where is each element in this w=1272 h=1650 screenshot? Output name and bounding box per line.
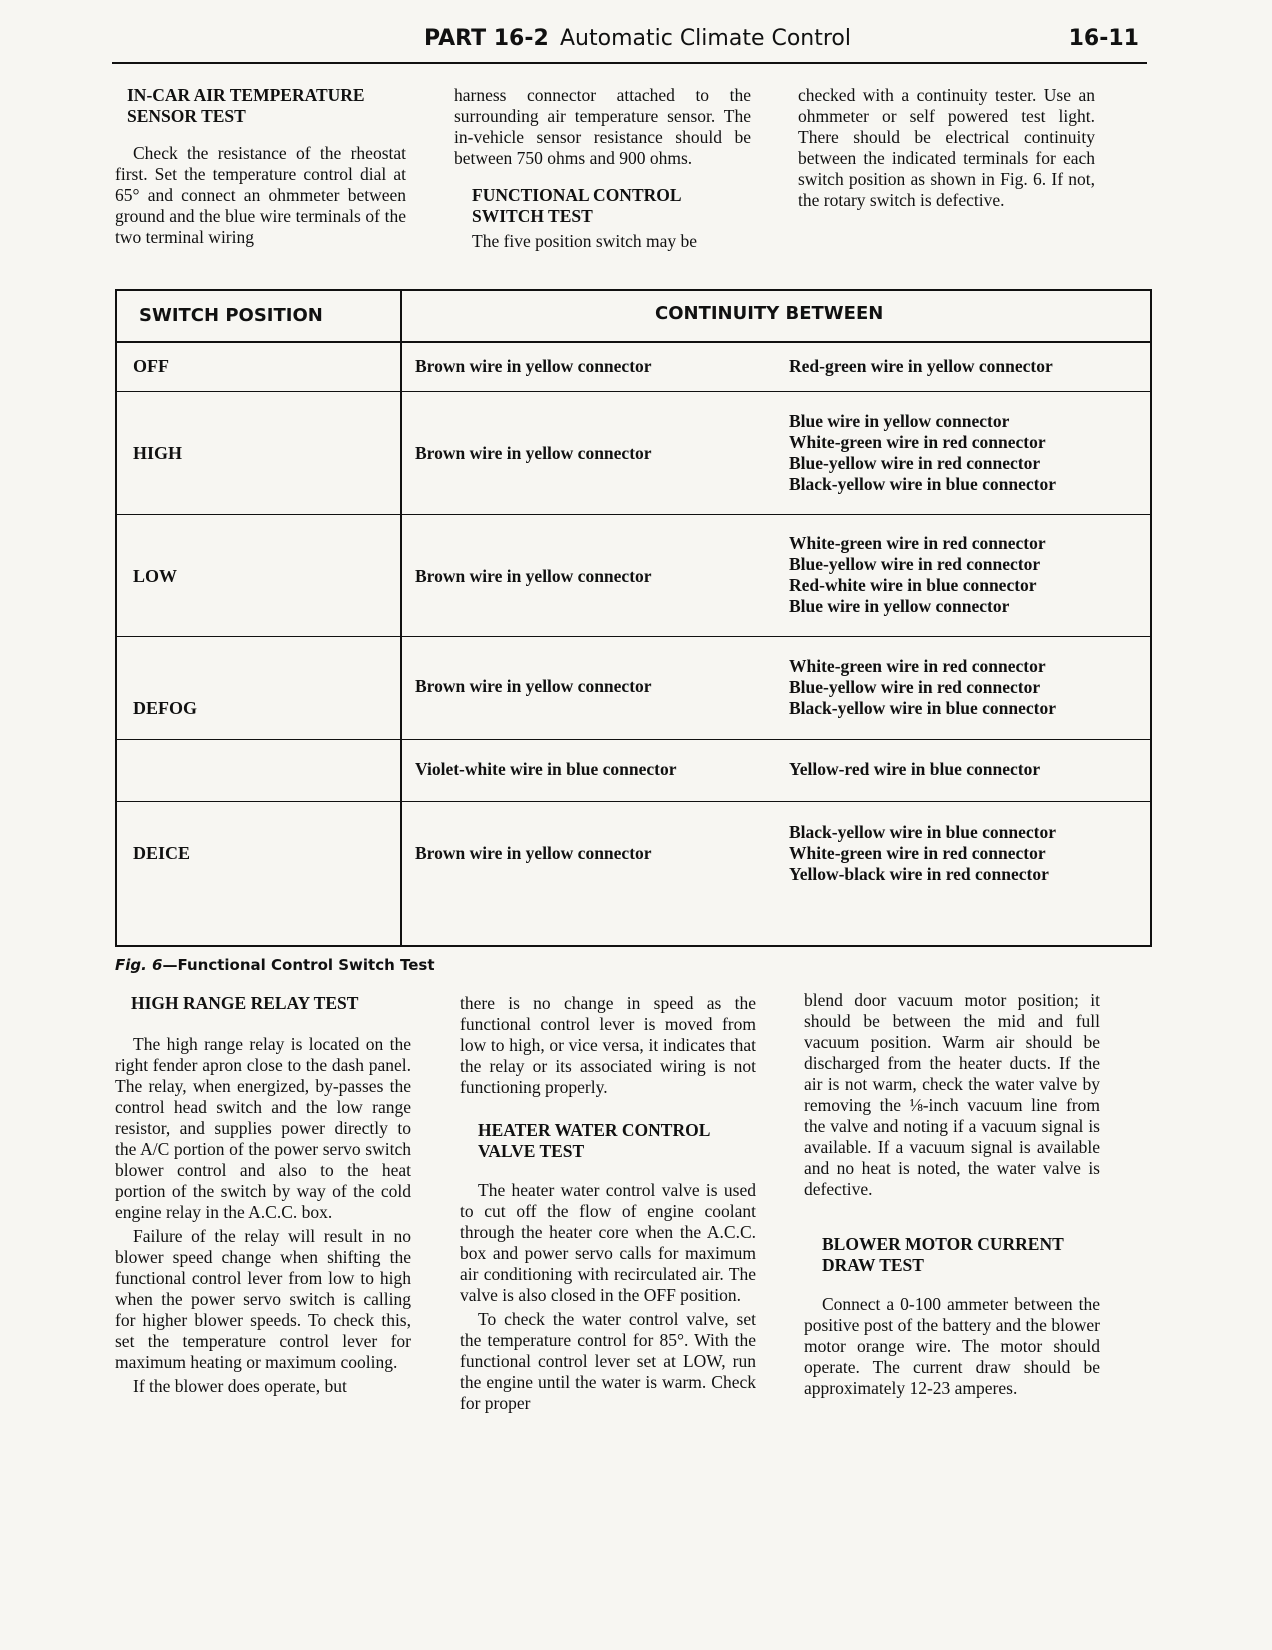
top-column-2 — [454, 85, 751, 252]
wire-from: Violet-white wire in blue connector — [415, 759, 677, 779]
switch-position: HIGH — [133, 443, 183, 463]
wire-to: White-green wire in red connector — [789, 432, 1046, 452]
wire-to: Black-yellow wire in blue connector — [789, 698, 1057, 718]
table-row — [117, 514, 1150, 637]
wire-to: Red-green wire in yellow connector — [789, 356, 1053, 376]
figure-title: —Functional Control Switch Test — [162, 956, 435, 974]
paragraph: The high range relay is located on the right fender apron close to the dash panel. The relay, when energized, by-passes the control head switch and the low range resistor, and supplies power directly to the A/C portion of the power servo switch blower control and also to the heat portion of the switch by way of the cold engine relay in the A.C.C. box. — [115, 1034, 411, 1222]
heading-functional-control-switch-test — [454, 185, 751, 227]
wire-from: Brown wire in yellow connector — [415, 843, 652, 863]
wire-to-list — [789, 822, 1056, 885]
wire-from: Brown wire in yellow connector — [415, 356, 652, 376]
page-header — [112, 22, 1147, 64]
wire-to-list — [789, 356, 1053, 377]
heading-high-range-relay-test: HIGH RANGE RELAY TEST — [131, 993, 359, 1013]
paragraph: harness connector attached to the surrounding air temperature sensor. The in-vehicle sensor resistance should be between 750 ohms and 900 ohms. — [454, 85, 751, 168]
wire-to: White-green wire in red connector — [789, 656, 1046, 676]
page-number: 16-11 — [1068, 26, 1139, 51]
wire-to: Blue wire in yellow connector — [789, 411, 1010, 431]
wire-to-list — [789, 656, 1056, 719]
switch-position: OFF — [133, 356, 169, 376]
paragraph: Check the resistance of the rheostat first. Set the temperature control dial at 65° and connect an ohmmeter between ground and the blue wire terminals of the two terminal wiring — [115, 143, 406, 247]
table-row — [117, 636, 1150, 740]
heading-line: HEATER WATER CONTROL — [478, 1120, 711, 1140]
heading-line: DRAW TEST — [822, 1255, 924, 1275]
figure-caption — [115, 956, 435, 974]
section-title: Automatic Climate Control — [560, 26, 851, 51]
top-column-1 — [115, 85, 406, 248]
switch-position: LOW — [133, 566, 178, 586]
wire-to-list — [789, 533, 1046, 617]
bottom-column-1 — [115, 993, 411, 1397]
top-column-3 — [798, 85, 1095, 211]
paragraph: Connect a 0-100 ammeter between the positive post of the battery and the blower motor orange wire. The motor should operate. The current draw should be approximately 12-23 amperes. — [804, 1294, 1100, 1398]
heading-heater-water-control-valve-test — [460, 1120, 756, 1162]
heading-blower-motor-current-draw-test — [804, 1234, 1100, 1276]
heading-line: IN-CAR AIR TEMPERATURE — [127, 85, 365, 105]
paragraph: The heater water control valve is used to cut off the flow of engine coolant through the heater core when the A.C.C. box and power servo calls for maximum air conditioning with recirculated air. The valve is also closed in the OFF position. — [460, 1180, 756, 1305]
switch-position: DEFOG — [133, 698, 198, 718]
paragraph: Failure of the relay will result in no blower speed change when shifting the functional control lever from low to high when the power servo switch is calling for higher blower speeds. To check this, set the temperature control lever for maximum heating or maximum cooling. — [115, 1226, 411, 1372]
bottom-column-2 — [460, 993, 756, 1414]
wire-to: Black-yellow wire in blue connector — [789, 474, 1057, 494]
heading-in-car-sensor-test — [115, 85, 406, 127]
table-row — [117, 801, 1150, 941]
wire-to: Blue-yellow wire in red connector — [789, 677, 1041, 697]
table-header — [117, 291, 1150, 343]
heading-line: BLOWER MOTOR CURRENT — [822, 1234, 1064, 1254]
wire-to-list — [789, 411, 1056, 495]
header-switch-position: SWITCH POSITION — [139, 305, 323, 326]
continuity-table — [115, 289, 1152, 947]
paragraph: To check the water control valve, set the temperature control for 85°. With the functional control lever set at LOW, run the engine until the water is warm. Check for proper — [460, 1309, 756, 1413]
heading-line: VALVE TEST — [478, 1141, 585, 1161]
table-row — [117, 391, 1150, 515]
wire-to: White-green wire in red connector — [789, 533, 1046, 553]
wire-to: White-green wire in red connector — [789, 843, 1046, 863]
wire-to: Blue-yellow wire in red connector — [789, 554, 1041, 574]
wire-from: Brown wire in yellow connector — [415, 676, 652, 696]
bottom-column-3 — [804, 990, 1100, 1399]
wire-to: Black-yellow wire in blue connector — [789, 822, 1057, 842]
switch-position: DEICE — [133, 843, 191, 863]
part-label: PART 16-2 — [424, 26, 549, 51]
wire-to: Yellow-red wire in blue connector — [789, 759, 1041, 779]
wire-to: Yellow-black wire in red connector — [789, 864, 1049, 884]
heading-line: SWITCH TEST — [472, 206, 593, 226]
paragraph: blend door vacuum motor position; it should be between the mid and full vacuum position. Warm air should be discharged from the heater ducts. If the air is not warm, check the water valve by removing the ⅛-inch vacuum line from the valve and noting if a vacuum signal is available. If a vacuum signal is available and no heat is noted, the water valve is defective. — [804, 990, 1100, 1199]
paragraph: The five position switch may be — [472, 231, 698, 251]
wire-from: Brown wire in yellow connector — [415, 566, 652, 586]
paragraph: there is no change in speed as the functional control lever is moved from low to high, or vice versa, it indicates that the relay or its associated wiring is not functioning properly. — [460, 993, 756, 1097]
figure-number: Fig. 6 — [115, 956, 163, 974]
wire-to-list — [789, 759, 1040, 780]
wire-from: Brown wire in yellow connector — [415, 443, 652, 463]
heading-line: SENSOR TEST — [127, 106, 246, 126]
header-continuity-between: CONTINUITY BETWEEN — [655, 303, 884, 324]
wire-to: Red-white wire in blue connector — [789, 575, 1037, 595]
table-row — [117, 739, 1150, 802]
table-row — [117, 341, 1150, 392]
wire-to: Blue-yellow wire in red connector — [789, 453, 1041, 473]
wire-to: Blue wire in yellow connector — [789, 596, 1010, 616]
heading-line: FUNCTIONAL CONTROL — [472, 185, 682, 205]
paragraph: checked with a continuity tester. Use an ohmmeter or self powered test light. There should be electrical continuity between the indicated terminals for each switch position as shown in Fig. 6. If not, the rotary switch is defective. — [798, 85, 1095, 210]
paragraph: If the blower does operate, but — [133, 1376, 347, 1396]
